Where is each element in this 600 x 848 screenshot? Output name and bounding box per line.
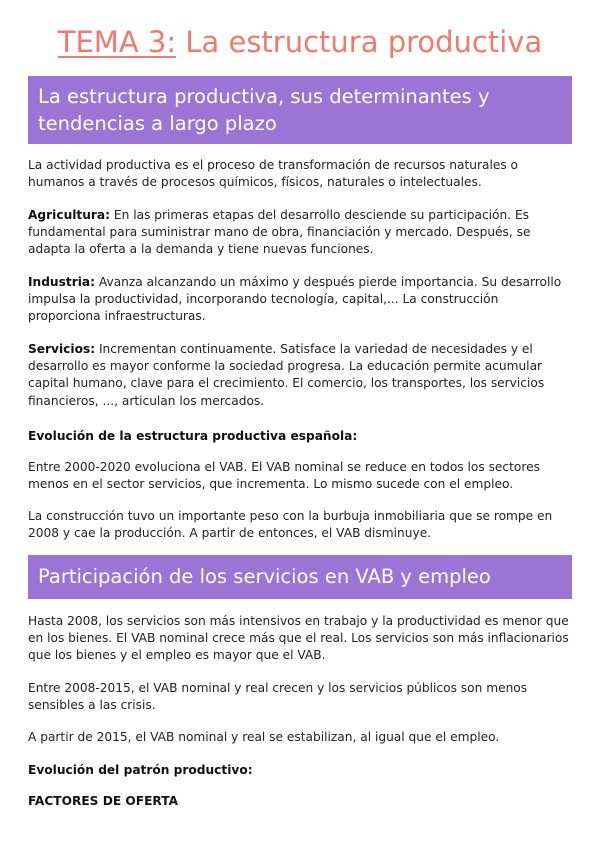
section2-heading: Participación de los servicios en VAB y empleo xyxy=(38,565,491,588)
section2-paragraph-1: Hasta 2008, los servicios son más intensivos en trabajo y la productividad es menor que en los bienes. El VAB nominal crece más que el real. Los servicios son más inflacionarios que los bienes y el empleo es mayor que el VAB. xyxy=(28,614,569,663)
servicios-paragraph xyxy=(28,341,574,410)
industria-text: Avanza alcanzando un máximo y después pierde importancia. Su desarrollo impulsa la productividad, incorporando tecnología, capital,... La construcción proporciona infraestructuras. xyxy=(28,275,562,324)
title-text: La estructura productiva xyxy=(176,25,543,59)
factores-heading: FACTORES DE OFERTA xyxy=(28,794,179,808)
servicios-text: Incrementan continuamente. Satisface la variedad de necesidades y el desarrollo es mayor conforme la sociedad progresa. La educación permite acumular capital humano, clave para el crecimiento. El comercio, los transportes, los servicios financieros, ..., articulan los mercados. xyxy=(28,342,545,408)
section1-heading-banner xyxy=(28,76,572,144)
industria-paragraph xyxy=(28,274,574,326)
section2-heading-banner xyxy=(28,555,572,599)
agricultura-paragraph xyxy=(28,207,574,259)
patron-heading: Evolución del patrón productivo: xyxy=(28,763,253,777)
section1-heading-line1: La estructura productiva, sus determinantes y xyxy=(38,85,490,108)
section2-paragraph-3: A partir de 2015, el VAB nominal y real se estabilizan, al igual que el empleo. xyxy=(28,730,500,744)
page-title xyxy=(0,24,600,60)
title-prefix: TEMA 3: xyxy=(57,25,177,59)
evolucion-paragraph-1: Entre 2000-2020 evoluciona el VAB. El VAB nominal se reduce en todos los sectores menos en el sector servicios, que incrementa. Lo mismo sucede con el empleo. xyxy=(28,460,540,492)
section1-heading-line2: tendencias a largo plazo xyxy=(38,112,277,135)
evolucion-paragraph-2: La construcción tuvo un importante peso con la burbuja inmobiliaria que se rompe en 2008 y cae la producción. A partir de entonces, el VAB disminuye. xyxy=(28,509,553,541)
agricultura-text: En las primeras etapas del desarrollo desciende su participación. Es fundamental para suministrar mano de obra, financiación y mercado. Después, se adapta la oferta a la demanda y tiene nuevas funciones. xyxy=(28,208,531,257)
agricultura-label: Agricultura: xyxy=(28,208,111,222)
evolucion-heading: Evolución de la estructura productiva española: xyxy=(28,429,358,443)
servicios-label: Servicios: xyxy=(28,342,96,356)
intro-paragraph: La actividad productiva es el proceso de transformación de recursos naturales o humanos a través de procesos químicos, físicos, naturales o intelectuales. xyxy=(28,158,519,190)
section2-paragraph-2: Entre 2008-2015, el VAB nominal y real crecen y los servicios públicos son menos sensibles a las crisis. xyxy=(28,681,528,713)
industria-label: Industria: xyxy=(28,275,95,289)
